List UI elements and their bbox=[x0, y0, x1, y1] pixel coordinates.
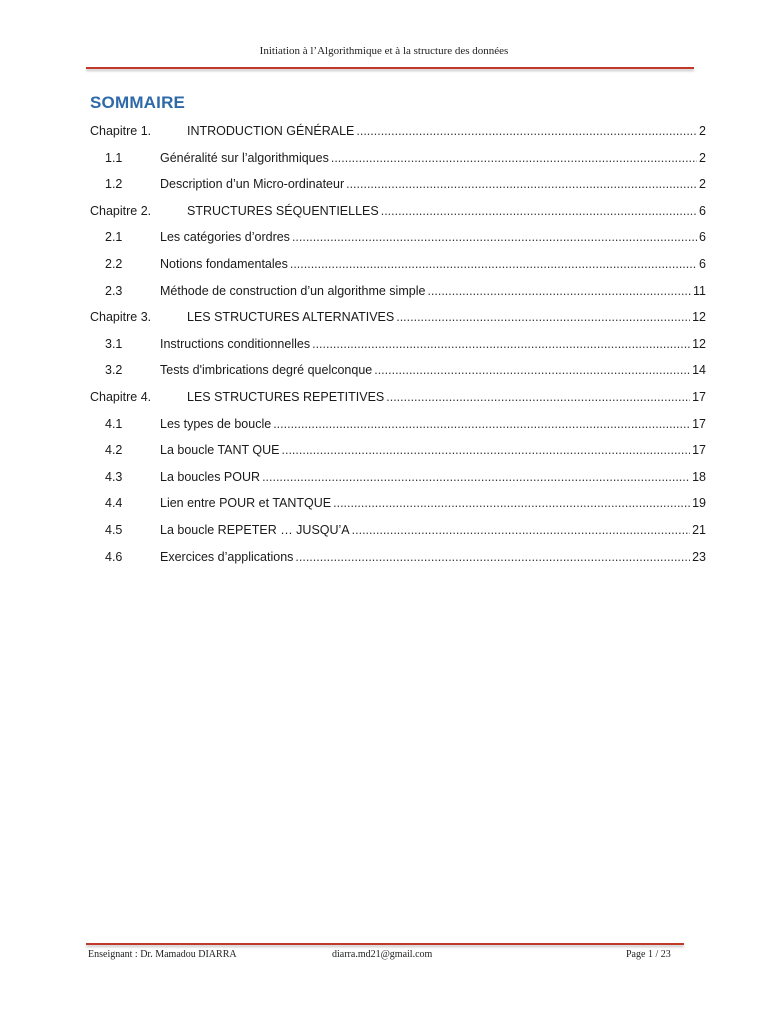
toc-entry-page: 2 bbox=[699, 177, 706, 192]
toc-entry-page: 17 bbox=[692, 443, 706, 458]
toc-dot-leader bbox=[427, 284, 691, 298]
footer-rule bbox=[86, 943, 684, 945]
toc-entry-number: Chapitre 3. bbox=[90, 310, 152, 325]
toc-entry-number: 4.3 bbox=[105, 469, 123, 484]
toc-section-entry[interactable] bbox=[90, 284, 706, 302]
toc-entry-title: Lien entre POUR et TANTQUE bbox=[160, 496, 332, 511]
toc-dot-leader bbox=[386, 390, 690, 404]
toc-dot-leader bbox=[312, 337, 690, 351]
toc-chapter-entry[interactable] bbox=[90, 310, 706, 328]
toc-entry-page: 6 bbox=[699, 203, 706, 218]
toc-entry-page: 2 bbox=[699, 150, 706, 165]
toc-entry-page: 12 bbox=[692, 310, 706, 325]
toc-dot-leader bbox=[295, 550, 690, 564]
toc-entry-title: Généralité sur l’algorithmiques bbox=[160, 150, 329, 165]
toc-entry-page: 14 bbox=[692, 363, 706, 378]
toc-entry-number: Chapitre 1. bbox=[90, 124, 152, 138]
toc-entry-number: 4.1 bbox=[105, 416, 123, 431]
toc-entry-number: 3.1 bbox=[105, 336, 123, 351]
header-rule bbox=[86, 67, 694, 69]
toc-section-entry[interactable] bbox=[90, 363, 706, 381]
toc-entry-number: 3.2 bbox=[105, 363, 123, 378]
toc-dot-leader bbox=[333, 496, 690, 510]
toc-entry-page: 11 bbox=[693, 283, 706, 298]
toc-entry-title: Notions fondamentales bbox=[160, 257, 288, 271]
toc-entry-title: Les types de boucle bbox=[160, 416, 272, 431]
toc-dot-leader bbox=[352, 523, 690, 537]
toc-dot-leader bbox=[290, 257, 697, 271]
toc-section-entry[interactable] bbox=[90, 417, 706, 435]
toc-dot-leader bbox=[381, 204, 697, 218]
toc-entry-page: 21 bbox=[692, 523, 706, 537]
toc-section-entry[interactable] bbox=[90, 151, 706, 169]
toc-heading: SOMMAIRE bbox=[90, 93, 186, 112]
toc-section-entry[interactable] bbox=[90, 496, 706, 514]
footer-email: diarra.md21@gmail.com bbox=[332, 949, 433, 960]
toc-section-entry[interactable] bbox=[90, 443, 706, 461]
toc-entry-title: LES STRUCTURES REPETITIVES bbox=[187, 390, 385, 404]
toc-section-entry[interactable] bbox=[90, 337, 706, 355]
toc-entry-page: 23 bbox=[692, 549, 706, 564]
toc-entry-title: Description d’un Micro-ordinateur bbox=[160, 177, 345, 192]
toc-entry-title: La boucle TANT QUE bbox=[160, 443, 280, 458]
toc-entry-title: STRUCTURES SÉQUENTIELLES bbox=[187, 203, 379, 218]
toc-entry-page: 12 bbox=[692, 336, 706, 351]
toc-dot-leader bbox=[292, 230, 697, 244]
toc-chapter-entry[interactable] bbox=[90, 390, 706, 408]
toc-entry-page: 17 bbox=[692, 390, 706, 404]
toc-entry-page: 6 bbox=[699, 257, 706, 271]
toc-entry-number: 4.5 bbox=[105, 523, 123, 537]
toc-chapter-entry[interactable] bbox=[90, 204, 706, 222]
running-header: Initiation à l’Algorithmique et à la structure des données bbox=[259, 45, 509, 57]
toc-entry-number: 4.2 bbox=[105, 443, 123, 458]
toc-entry-page: 19 bbox=[692, 496, 706, 511]
toc-entry-number: 4.6 bbox=[105, 549, 123, 564]
toc-entry-title: INTRODUCTION GÉNÉRALE bbox=[187, 124, 355, 138]
toc-entry-page: 17 bbox=[692, 416, 706, 431]
toc-entry-number: Chapitre 2. bbox=[90, 203, 152, 218]
toc-dot-leader bbox=[356, 124, 697, 138]
toc-entry-number: 2.2 bbox=[105, 257, 123, 271]
toc-entry-title: Méthode de construction d’un algorithme simple bbox=[160, 283, 426, 298]
toc-section-entry[interactable] bbox=[90, 257, 706, 275]
toc-entry-title: Les catégories d’ordres bbox=[160, 230, 290, 245]
toc-dot-leader bbox=[282, 443, 691, 457]
toc-entry-title: LES STRUCTURES ALTERNATIVES bbox=[187, 310, 395, 325]
toc-entry-title: Tests d'imbrications degré quelconque bbox=[160, 363, 373, 378]
toc-dot-leader bbox=[331, 151, 697, 165]
toc-section-entry[interactable] bbox=[90, 550, 706, 568]
toc-dot-leader bbox=[262, 470, 690, 484]
toc-entry-title: Exercices d’applications bbox=[160, 549, 294, 564]
footer-page-number: Page 1 / 23 bbox=[626, 949, 671, 960]
toc-entry-number: 1.2 bbox=[105, 177, 123, 192]
toc-entry-page: 2 bbox=[699, 124, 706, 138]
toc-section-entry[interactable] bbox=[90, 523, 706, 541]
toc-section-entry[interactable] bbox=[90, 177, 706, 195]
toc-entry-number: 1.1 bbox=[105, 150, 123, 165]
toc-entry-page: 18 bbox=[692, 469, 706, 484]
toc-entry-page: 6 bbox=[699, 230, 706, 245]
toc-dot-leader bbox=[346, 177, 697, 191]
toc-dot-leader bbox=[273, 417, 690, 431]
footer-teacher: Enseignant : Dr. Mamadou DIARRA bbox=[88, 949, 237, 960]
toc-section-entry[interactable] bbox=[90, 470, 706, 488]
toc-dot-leader bbox=[374, 363, 690, 377]
toc-section-entry[interactable] bbox=[90, 230, 706, 248]
toc-entry-title: La boucles POUR bbox=[160, 469, 261, 484]
toc-chapter-entry[interactable] bbox=[90, 124, 706, 142]
toc-dot-leader bbox=[396, 310, 690, 324]
toc-entry-title: La boucle REPETER … JUSQU’A bbox=[160, 523, 350, 537]
toc-entry-number: 2.3 bbox=[105, 283, 123, 298]
toc-entry-number: Chapitre 4. bbox=[90, 390, 152, 404]
toc-entry-title: Instructions conditionnelles bbox=[160, 336, 311, 351]
toc-entry-number: 4.4 bbox=[105, 496, 123, 511]
toc-entry-number: 2.1 bbox=[105, 230, 123, 245]
